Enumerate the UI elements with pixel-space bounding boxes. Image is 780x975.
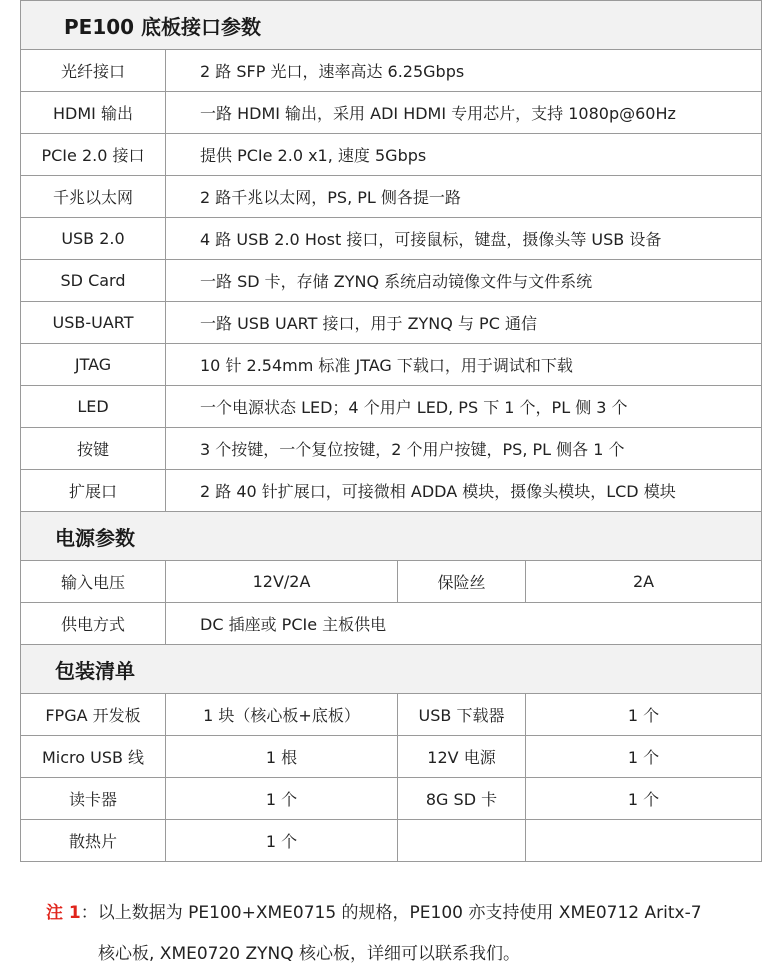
package-section-header <box>21 645 762 694</box>
table-row <box>21 603 762 645</box>
interface-value: 2 路千兆以太网，PS, PL 侧各提一路 <box>166 176 762 218</box>
package-qty: 1 个 <box>526 694 762 736</box>
package-qty <box>526 820 762 862</box>
package-item: FPGA 开发板 <box>21 694 166 736</box>
interface-value: 3 个按键，一个复位按键，2 个用户按键，PS, PL 侧各 1 个 <box>166 428 762 470</box>
package-qty: 1 个 <box>526 736 762 778</box>
footnote <box>46 893 746 975</box>
interface-label: USB 2.0 <box>21 218 166 260</box>
interface-value: 一个电源状态 LED；4 个用户 LED, PS 下 1 个，PL 侧 3 个 <box>166 386 762 428</box>
table-row <box>21 176 762 218</box>
spec-table <box>20 0 762 862</box>
package-item: 8G SD 卡 <box>398 778 526 820</box>
interface-label: LED <box>21 386 166 428</box>
supply-value: DC 插座或 PCIe 主板供电 <box>166 603 762 645</box>
interface-label: 千兆以太网 <box>21 176 166 218</box>
table-row <box>21 561 762 603</box>
package-qty: 1 块（核心板+底板） <box>166 694 398 736</box>
supply-label: 供电方式 <box>21 603 166 645</box>
interface-label: SD Card <box>21 260 166 302</box>
footnote-tag: 注 1 <box>46 903 81 923</box>
interface-value: 一路 HDMI 输出，采用 ADI HDMI 专用芯片，支持 1080p@60Hz <box>166 92 762 134</box>
table-row <box>21 92 762 134</box>
package-item: USB 下载器 <box>398 694 526 736</box>
package-section-title: 包装清单 <box>21 645 762 694</box>
package-qty: 1 根 <box>166 736 398 778</box>
interface-label: USB-UART <box>21 302 166 344</box>
interface-value: 2 路 SFP 光口，速率高达 6.25Gbps <box>166 50 762 92</box>
footnote-line-1 <box>46 893 746 934</box>
table-row <box>21 260 762 302</box>
package-item: 12V 电源 <box>398 736 526 778</box>
table-row <box>21 386 762 428</box>
package-qty: 1 个 <box>166 820 398 862</box>
interface-value: 一路 USB UART 接口，用于 ZYNQ 与 PC 通信 <box>166 302 762 344</box>
power-section-header <box>21 512 762 561</box>
table-row <box>21 302 762 344</box>
interface-section-title: PE100 底板接口参数 <box>21 1 762 50</box>
fuse-label: 保险丝 <box>398 561 526 603</box>
package-item: Micro USB 线 <box>21 736 166 778</box>
interface-value: 提供 PCIe 2.0 x1, 速度 5Gbps <box>166 134 762 176</box>
footnote-line-2: 核心板, XME0720 ZYNQ 核心板，详细可以联系我们。 <box>98 944 521 964</box>
package-qty: 1 个 <box>526 778 762 820</box>
table-row <box>21 50 762 92</box>
table-row <box>21 778 762 820</box>
table-row <box>21 470 762 512</box>
table-row <box>21 736 762 778</box>
interface-label: PCIe 2.0 接口 <box>21 134 166 176</box>
table-row <box>21 694 762 736</box>
table-row <box>21 134 762 176</box>
package-item <box>398 820 526 862</box>
input-voltage-label: 输入电压 <box>21 561 166 603</box>
interface-value: 2 路 40 针扩展口，可接微相 ADDA 模块，摄像头模块，LCD 模块 <box>166 470 762 512</box>
interface-label: HDMI 输出 <box>21 92 166 134</box>
input-voltage-value: 12V/2A <box>166 561 398 603</box>
table-row <box>21 428 762 470</box>
table-row <box>21 218 762 260</box>
package-item: 读卡器 <box>21 778 166 820</box>
interface-value: 10 针 2.54mm 标准 JTAG 下载口，用于调试和下载 <box>166 344 762 386</box>
power-section-title: 电源参数 <box>21 512 762 561</box>
package-qty: 1 个 <box>166 778 398 820</box>
interface-section-header <box>21 1 762 50</box>
interface-value: 4 路 USB 2.0 Host 接口，可接鼠标，键盘，摄像头等 USB 设备 <box>166 218 762 260</box>
interface-label: 扩展口 <box>21 470 166 512</box>
package-item: 散热片 <box>21 820 166 862</box>
footnote-text-1: ：以上数据为 PE100+XME0715 的规格，PE100 亦支持使用 XME0712 Aritx-7 <box>80 903 702 923</box>
fuse-value: 2A <box>526 561 762 603</box>
spec-sheet <box>20 0 761 862</box>
table-row <box>21 344 762 386</box>
table-row <box>21 820 762 862</box>
interface-label: JTAG <box>21 344 166 386</box>
interface-value: 一路 SD 卡，存储 ZYNQ 系统启动镜像文件与文件系统 <box>166 260 762 302</box>
interface-label: 按键 <box>21 428 166 470</box>
interface-label: 光纤接口 <box>21 50 166 92</box>
